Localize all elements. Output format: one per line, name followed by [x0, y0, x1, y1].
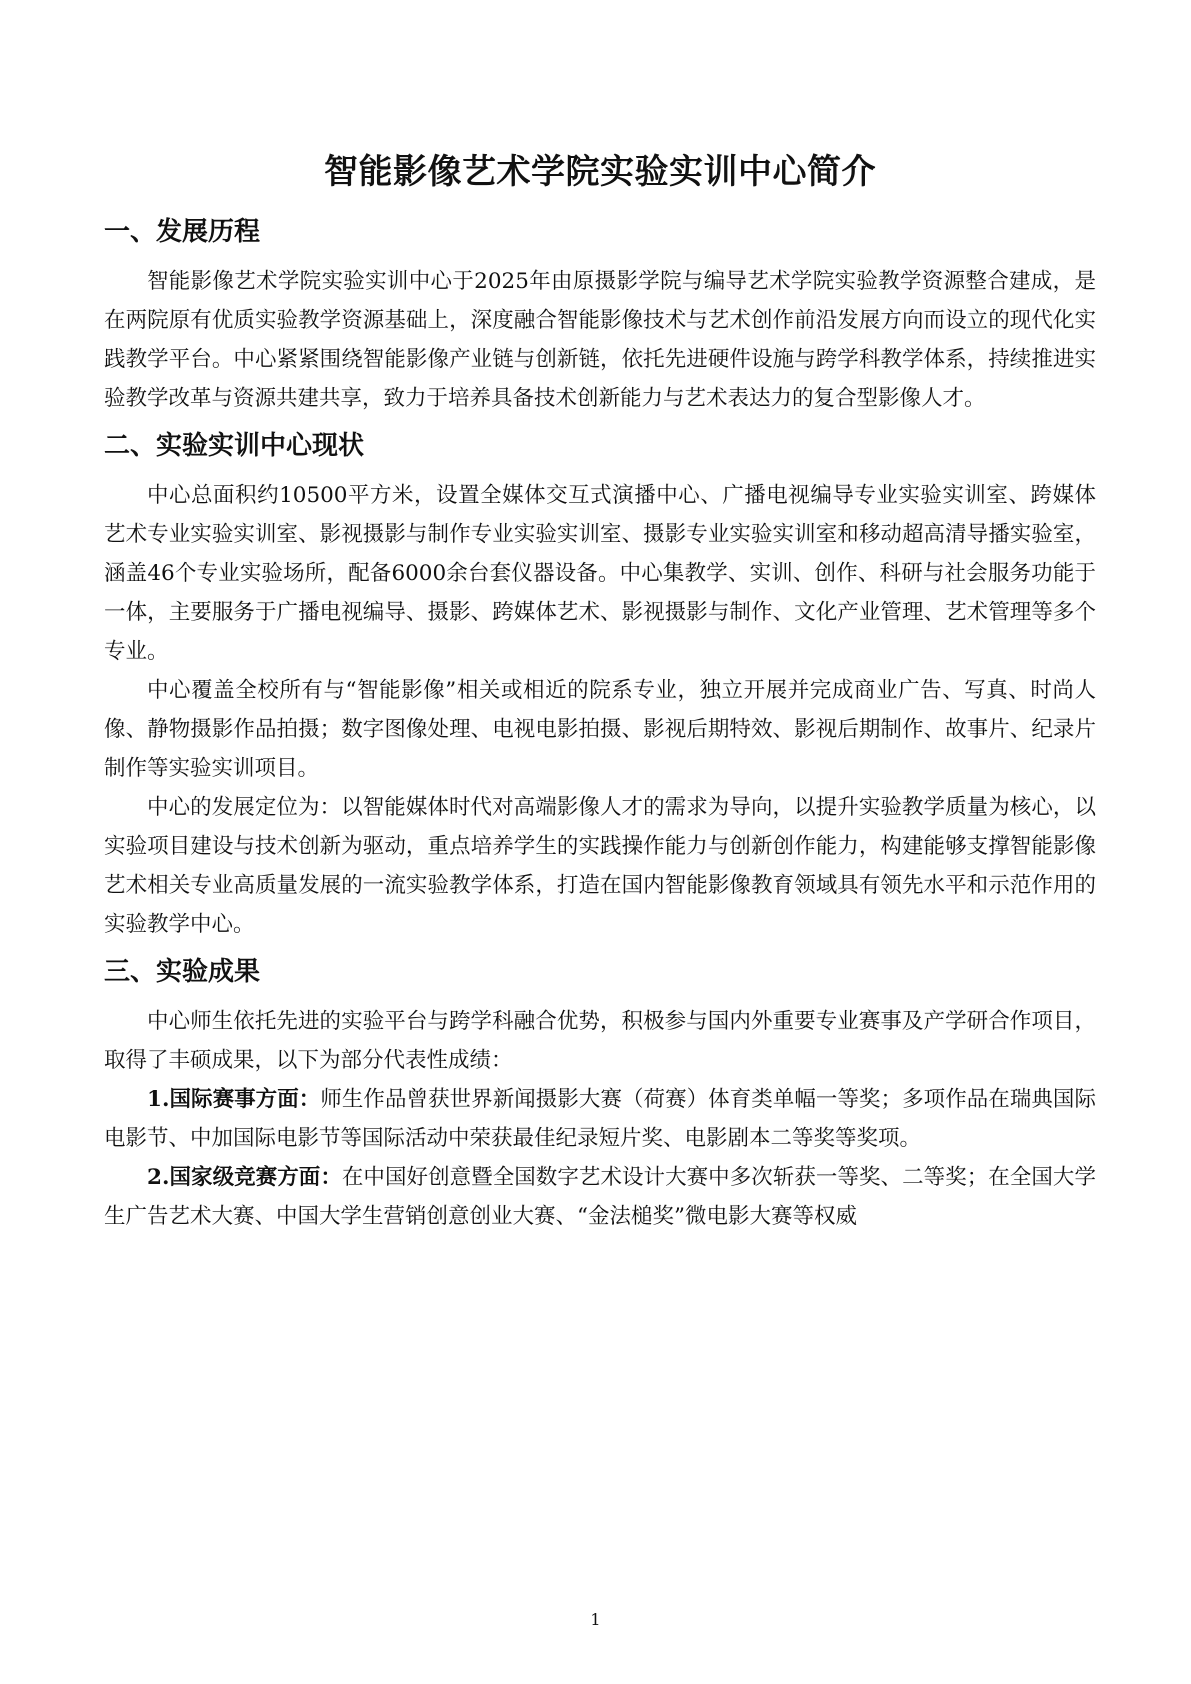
achievement-item-international	[104, 1080, 1096, 1158]
section-heading-history: 一、发展历程	[104, 217, 261, 247]
status-paragraph-positioning: 中心的发展定位为：以智能媒体时代对高端影像人才的需求为导向，以提升实验教学质量为核心，以实验项目建设与技术创新为驱动，重点培养学生的实践操作能力与创新创作能力，构建能够支撑智能影像艺术相关专业高质量发展的一流实验教学体系，打造在国内智能影像教育领域具有领先水平和示范作用的实验教学中心。	[104, 795, 1096, 937]
document-body	[104, 150, 1096, 1236]
section-achievements	[104, 952, 1096, 1236]
status-paragraph-coverage: 中心覆盖全校所有与“智能影像”相关或相近的院系专业，独立开展并完成商业广告、写真、时尚人像、静物摄影作品拍摄；数字图像处理、电视电影拍摄、影视后期特效、影视后期制作、故事片、纪录片制作等实验实训项目。	[104, 678, 1096, 781]
section-center-status	[104, 426, 1096, 944]
section-heading-status: 二、实验实训中心现状	[104, 431, 365, 461]
page-number: 1	[590, 1610, 601, 1629]
achievement-item-national	[104, 1158, 1096, 1236]
achievement-text-national: 在中国好创意暨全国数字艺术设计大赛中多次斩获一等奖、二等奖；在全国大学生广告艺术大赛、中国大学生营销创意创业大赛、“金法槌奖”微电影大赛等权威	[104, 1165, 1096, 1229]
page-title: 智能影像艺术学院实验实训中心简介	[324, 152, 876, 192]
achievement-lead-international: 1.国际赛事方面：	[147, 1087, 321, 1112]
achievement-lead-national: 2.国家级竞赛方面：	[147, 1165, 342, 1190]
history-paragraph: 智能影像艺术学院实验实训中心于2025年由原摄影学院与编导艺术学院实验教学资源整合建成，是在两院原有优质实验教学资源基础上，深度融合智能影像技术与艺术创作前沿发展方向而设立的现代化实践教学平台。中心紧紧围绕智能影像产业链与创新链，依托先进硬件设施与跨学科教学体系，持续推进实验教学改革与资源共建共享，致力于培养具备技术创新能力与艺术表达力的复合型影像人才。	[104, 269, 1096, 411]
status-paragraph-facilities: 中心总面积约10500平方米，设置全媒体交互式演播中心、广播电视编导专业实验实训室、跨媒体艺术专业实验实训室、影视摄影与制作专业实验实训室、摄影专业实验实训室和移动超高清导播实验室，涵盖46个专业实验场所，配备6000余台套仪器设备。中心集教学、实训、创作、科研与社会服务功能于一体，主要服务于广播电视编导、摄影、跨媒体艺术、影视摄影与制作、文化产业管理、艺术管理等多个专业。	[104, 483, 1096, 664]
section-heading-achievements: 三、实验成果	[104, 957, 261, 987]
achievements-intro: 中心师生依托先进的实验平台与跨学科融合优势，积极参与国内外重要专业赛事及产学研合作项目，取得了丰硕成果，以下为部分代表性成绩：	[104, 1009, 1096, 1073]
section-development-history	[104, 212, 1096, 418]
achievement-text-international: 师生作品曾获世界新闻摄影大赛（荷赛）体育类单幅一等奖；多项作品在瑞典国际电影节、中加国际电影节等国际活动中荣获最佳纪录短片奖、电影剧本二等奖等奖项。	[104, 1087, 1096, 1151]
